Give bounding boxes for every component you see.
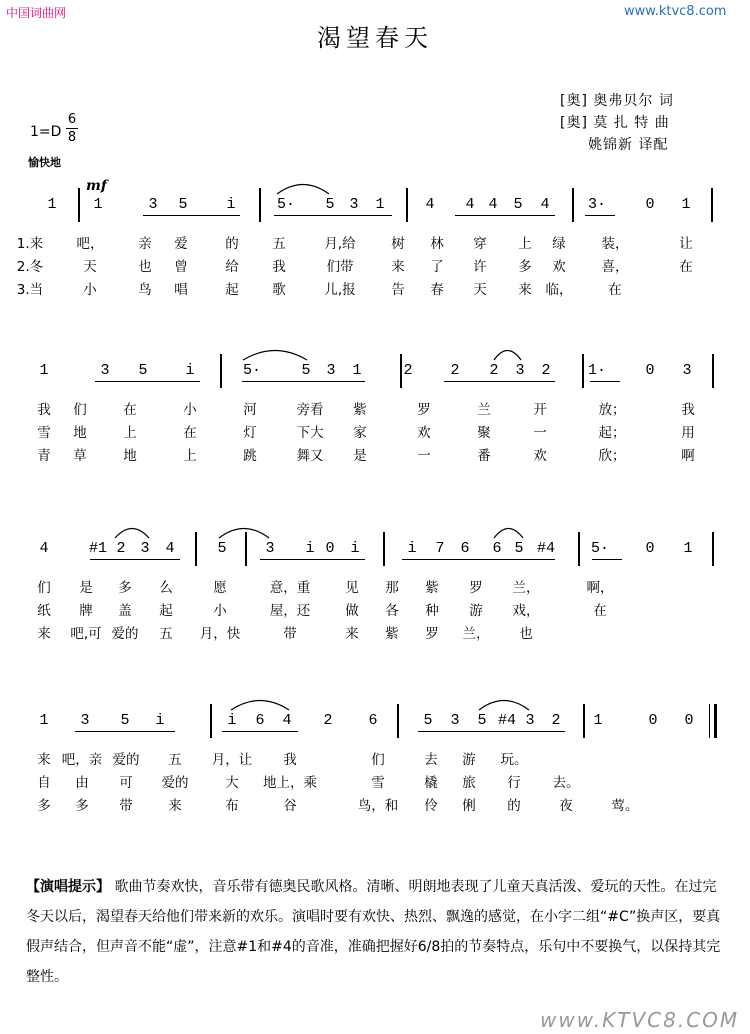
lyric-syllable: 五 — [159, 626, 173, 642]
lyric-syllable: 罗 — [425, 626, 439, 642]
lyric-syllable: 的 — [507, 798, 521, 814]
note: 1 — [93, 196, 103, 213]
lyric-syllable: 在 — [183, 425, 197, 441]
lyric-syllable: 玩。 — [500, 752, 528, 768]
note: 3 — [349, 196, 359, 213]
lyric-syllable: 月,给 — [324, 236, 356, 252]
note: 3 — [450, 712, 460, 729]
note: 5 — [514, 540, 524, 557]
lyric-syllable: 林 — [430, 236, 444, 252]
slur — [493, 525, 524, 539]
note: 5· — [242, 362, 262, 379]
lyric-syllable: 做 — [345, 603, 359, 619]
lyric-syllable: 河 — [243, 402, 257, 418]
lyric-syllable: 夜 — [559, 798, 573, 814]
lyric-syllable: 聚 — [477, 425, 491, 441]
note: 4 — [282, 712, 292, 729]
note: 0 — [645, 362, 655, 379]
lyric-syllable: 穿 — [473, 236, 487, 252]
lyric-syllable: 莺。 — [611, 798, 639, 814]
lyric-syllable: 来 — [168, 798, 182, 814]
time-signature-top: 6 — [67, 112, 77, 127]
note: 1 — [681, 196, 691, 213]
lyric-syllable: 谷 — [283, 798, 297, 814]
lyric-syllable: 牌 — [79, 603, 93, 619]
lyric-syllable: 们 — [37, 580, 51, 596]
slur — [218, 525, 270, 539]
note: 2 — [116, 540, 126, 557]
lyric-syllable: 歌 — [272, 282, 286, 298]
lyric-syllable: 也 — [519, 626, 533, 642]
lyric-syllable: 爱的 — [111, 626, 139, 642]
note: 5· — [276, 196, 296, 213]
beam-underline — [455, 215, 555, 216]
beam-underline — [143, 215, 240, 216]
note: 4 — [540, 196, 550, 213]
lyric-syllable: 爱的 — [112, 752, 140, 768]
lyric-syllable: 游 — [462, 752, 476, 768]
lyric-syllable: 2.冬 — [16, 259, 44, 275]
note: 6 — [460, 540, 470, 557]
lyric-syllable: 家 — [353, 425, 367, 441]
site-watermark-left: 中国词曲网 — [6, 6, 67, 20]
note: 6 — [368, 712, 378, 729]
note: 3 — [100, 362, 110, 379]
barline — [397, 704, 399, 738]
slur — [230, 697, 290, 711]
lyric-syllable: 们 — [371, 752, 385, 768]
lyric-syllable: 起 — [225, 282, 239, 298]
lyric-syllable: 屋，还 — [269, 603, 311, 619]
lyric-syllable: 紫 — [353, 402, 367, 418]
note: 3 — [326, 362, 336, 379]
note: 0 — [648, 712, 658, 729]
lyric-syllable: 舞又 — [296, 448, 324, 464]
lyric-syllable: 自 — [37, 775, 51, 791]
tempo-marking: 愉快地 — [28, 156, 61, 169]
lyric-syllable: 见 — [345, 580, 359, 596]
lyric-syllable: 的 — [225, 236, 239, 252]
note: 5 — [138, 362, 148, 379]
barline — [400, 354, 402, 388]
barline — [712, 354, 714, 388]
barline — [220, 354, 222, 388]
lyric-syllable: 带 — [119, 798, 133, 814]
lyric-syllable: 临， — [545, 282, 573, 298]
note: i — [227, 712, 237, 729]
lyric-syllable: 五 — [168, 752, 182, 768]
lyric-syllable: 许 — [473, 259, 487, 275]
lyric-syllable: 吧， — [76, 236, 104, 252]
lyric-syllable: 欣； — [598, 448, 626, 464]
lyric-syllable: 在 — [608, 282, 622, 298]
time-signature-bar — [66, 128, 78, 129]
barline — [210, 704, 212, 738]
lyric-syllable: 么 — [159, 580, 173, 596]
note: 5 — [217, 540, 227, 557]
note: #4 — [536, 540, 556, 557]
lyric-syllable: 鸟 — [138, 282, 152, 298]
note: 0 — [645, 196, 655, 213]
lyric-syllable: 上 — [123, 425, 137, 441]
tips-label: 【演唱提示】 — [26, 879, 110, 895]
note: 0 — [645, 540, 655, 557]
lyric-syllable: 跳 — [243, 448, 257, 464]
lyric-syllable: 小 — [213, 603, 227, 619]
lyric-syllable: 曾 — [174, 259, 188, 275]
composer-credit: [奥] 莫 扎 特 曲 — [560, 115, 670, 131]
lyric-syllable: 3.当 — [16, 282, 44, 298]
note: 7 — [435, 540, 445, 557]
lyric-syllable: 是 — [79, 580, 93, 596]
barline — [78, 188, 80, 222]
tips-text: 歌曲节奏欢快，音乐带有德奥民歌风格。清晰、明朗地表现了儿童天真活泼、爱玩的天性。在过完冬天以后，渴望春天给他们带来新的欢乐。演唱时要有欢快、热烈、飘逸的感觉，在小字二组“#C”换声区，要真假声结合，但声音不能“虚”，注意#1和#4的音准，准确把握好6/8拍的节奏特点，乐句中不要换气，以保持其完整性。 — [26, 879, 721, 985]
note: 1 — [47, 196, 57, 213]
note: 4 — [488, 196, 498, 213]
lyric-syllable: 兰， — [462, 626, 490, 642]
lyric-syllable: 种 — [425, 603, 439, 619]
lyric-syllable: 爱的 — [161, 775, 189, 791]
barline — [578, 532, 580, 566]
lyric-syllable: 下大 — [296, 425, 324, 441]
barline — [712, 532, 714, 566]
beam-underline — [585, 215, 615, 216]
dynamic-marking: mf — [86, 178, 107, 194]
footer-watermark: www.KTVC8.COM — [540, 1008, 740, 1032]
lyric-syllable: 带 — [283, 626, 297, 642]
slur — [114, 525, 150, 539]
barline — [259, 188, 261, 222]
beam-underline — [222, 731, 298, 732]
lyric-syllable: 起 — [159, 603, 173, 619]
lyric-syllable: 我 — [681, 402, 695, 418]
slur — [242, 347, 308, 361]
barline — [583, 704, 585, 738]
note: 5 — [120, 712, 130, 729]
lyric-syllable: 布 — [225, 798, 239, 814]
note: 2 — [489, 362, 499, 379]
lyric-syllable: 游 — [469, 603, 483, 619]
lyric-syllable: 兰 — [477, 402, 491, 418]
note: i — [155, 712, 165, 729]
note: 5 — [301, 362, 311, 379]
note: 5 — [423, 712, 433, 729]
lyric-syllable: 鸟，和 — [357, 798, 399, 814]
note: 3 — [265, 540, 275, 557]
note: #4 — [497, 712, 517, 729]
lyric-syllable: 一 — [533, 425, 547, 441]
lyric-syllable: 了 — [430, 259, 444, 275]
note: 0 — [325, 540, 335, 557]
note: 0 — [684, 712, 694, 729]
note: 5 — [513, 196, 523, 213]
note: 6 — [492, 540, 502, 557]
lyric-syllable: 多 — [75, 798, 89, 814]
lyric-syllable: 也 — [138, 259, 152, 275]
note: 1 — [39, 362, 49, 379]
note: 1 — [593, 712, 603, 729]
lyric-syllable: 绿 — [552, 236, 566, 252]
note: 4 — [425, 196, 435, 213]
lyric-syllable: 在 — [679, 259, 693, 275]
note: 5 — [178, 196, 188, 213]
lyric-syllable: 多 — [37, 798, 51, 814]
lyric-syllable: 欢 — [552, 259, 566, 275]
beam-underline — [274, 215, 392, 216]
note: 2 — [323, 712, 333, 729]
note: i — [407, 540, 417, 557]
lyric-syllable: 来 — [518, 282, 532, 298]
lyric-syllable: 我 — [272, 259, 286, 275]
lyric-syllable: 在 — [123, 402, 137, 418]
note: 3 — [140, 540, 150, 557]
lyric-syllable: 吧,可 — [70, 626, 102, 642]
lyric-syllable: 是 — [353, 448, 367, 464]
site-watermark-right: www.ktvc8.com — [624, 4, 727, 19]
note: i — [350, 540, 360, 557]
lyric-syllable: 在 — [593, 603, 607, 619]
note: #1 — [88, 540, 108, 557]
note: 5 — [477, 712, 487, 729]
lyric-syllable: 地 — [73, 425, 87, 441]
lyric-syllable: 我 — [37, 402, 51, 418]
lyric-syllable: 啊 — [681, 448, 695, 464]
lyric-syllable: 小 — [83, 282, 97, 298]
note: 6 — [255, 712, 265, 729]
lyric-syllable: 行 — [507, 775, 521, 791]
note: 1 — [683, 540, 693, 557]
lyric-syllable: 意，重 — [269, 580, 311, 596]
barline — [572, 188, 574, 222]
lyric-syllable: 天 — [83, 259, 97, 275]
lyric-syllable: 来 — [37, 752, 51, 768]
lyric-syllable: 青 — [37, 448, 51, 464]
note: 5 — [325, 196, 335, 213]
barline — [406, 188, 408, 222]
lyric-syllable: 地 — [123, 448, 137, 464]
lyric-syllable: 番 — [477, 448, 491, 464]
lyric-syllable: 五 — [272, 236, 286, 252]
note: i — [305, 540, 315, 557]
lyric-syllable: 雪 — [371, 775, 385, 791]
lyric-syllable: 灯 — [243, 425, 257, 441]
key-signature: 1=D — [30, 124, 62, 140]
lyric-syllable: 地上，乘 — [263, 775, 317, 791]
barline — [711, 188, 713, 222]
lyric-syllable: 春 — [430, 282, 444, 298]
lyric-syllable: 旅 — [462, 775, 476, 791]
lyric-syllable: 兰， — [512, 580, 540, 596]
beam-underline — [95, 381, 200, 382]
barline — [383, 532, 385, 566]
lyric-syllable: 可 — [119, 775, 133, 791]
note: 3 — [148, 196, 158, 213]
note: 2 — [541, 362, 551, 379]
lyric-syllable: 多 — [118, 580, 132, 596]
beam-underline — [592, 559, 622, 560]
lyric-syllable: 告 — [391, 282, 405, 298]
lyric-syllable: 愿 — [213, 580, 227, 596]
note: 3 — [525, 712, 535, 729]
lyric-syllable: 来 — [37, 626, 51, 642]
barline — [582, 354, 584, 388]
lyric-syllable: 唱 — [174, 282, 188, 298]
lyric-syllable: 紫 — [425, 580, 439, 596]
lyric-syllable: 给 — [225, 259, 239, 275]
note: 3 — [515, 362, 525, 379]
beam-underline — [242, 381, 365, 382]
lyric-syllable: 那 — [385, 580, 399, 596]
note: 1 — [375, 196, 385, 213]
lyric-syllable: 欢 — [533, 448, 547, 464]
lyric-syllable: 开 — [533, 402, 547, 418]
note: 2 — [551, 712, 561, 729]
lyric-syllable: 罗 — [469, 580, 483, 596]
lyric-syllable: 欢 — [417, 425, 431, 441]
beam-underline — [590, 381, 620, 382]
translator-credit: 姚锦新 译配 — [588, 137, 669, 153]
lyric-syllable: 来 — [391, 259, 405, 275]
lyric-syllable: 放； — [598, 402, 626, 418]
beam-underline — [260, 559, 365, 560]
lyric-syllable: 亲 — [138, 236, 152, 252]
beam-underline — [402, 559, 555, 560]
lyric-syllable: 俐 — [462, 798, 476, 814]
lyric-syllable: 月，快 — [199, 626, 241, 642]
lyric-syllable: 去 — [424, 752, 438, 768]
lyric-syllable: 盖 — [118, 603, 132, 619]
lyric-syllable: 喜， — [601, 259, 629, 275]
note: 1· — [587, 362, 607, 379]
lyric-syllable: 用 — [681, 425, 695, 441]
note: 5· — [590, 540, 610, 557]
lyric-syllable: 戏， — [512, 603, 540, 619]
lyric-syllable: 伶 — [424, 798, 438, 814]
lyric-syllable: 我 — [283, 752, 297, 768]
lyric-syllable: 旁看 — [296, 402, 324, 418]
lyric-syllable: 装， — [601, 236, 629, 252]
lyric-syllable: 草 — [73, 448, 87, 464]
lyric-syllable: 上 — [518, 236, 532, 252]
lyric-syllable: 上 — [183, 448, 197, 464]
slur — [478, 697, 530, 711]
lyric-syllable: 天 — [473, 282, 487, 298]
note: 2 — [450, 362, 460, 379]
note: 4 — [465, 196, 475, 213]
barline — [714, 704, 717, 738]
lyric-syllable: 一 — [417, 448, 431, 464]
lyric-syllable: 来 — [345, 626, 359, 642]
lyric-syllable: 儿,报 — [324, 282, 356, 298]
time-signature — [66, 112, 78, 145]
beam-underline — [75, 731, 175, 732]
beam-underline — [90, 559, 180, 560]
lyric-syllable: 多 — [518, 259, 532, 275]
lyricist-credit: [奥] 奥弗贝尔 词 — [560, 93, 674, 109]
lyric-syllable: 让 — [679, 236, 693, 252]
lyric-syllable: 爱 — [174, 236, 188, 252]
beam-underline — [444, 381, 555, 382]
lyric-syllable: 树 — [391, 236, 405, 252]
lyric-syllable: 橇 — [424, 775, 438, 791]
barline-thin — [709, 704, 710, 738]
note: 2 — [403, 362, 413, 379]
lyric-syllable: 起； — [598, 425, 626, 441]
lyric-syllable: 啊， — [586, 580, 614, 596]
barline — [195, 532, 197, 566]
lyric-syllable: 紫 — [385, 626, 399, 642]
lyric-syllable: 大 — [225, 775, 239, 791]
singing-tips — [26, 872, 726, 992]
lyric-syllable: 月，让 — [211, 752, 253, 768]
lyric-syllable: 罗 — [417, 402, 431, 418]
lyric-syllable: 吧，亲 — [61, 752, 103, 768]
slur — [276, 181, 330, 195]
note: 1 — [39, 712, 49, 729]
note: 3· — [587, 196, 607, 213]
lyric-syllable: 们带 — [326, 259, 354, 275]
note: 3 — [682, 362, 692, 379]
lyric-syllable: 去。 — [552, 775, 580, 791]
lyric-syllable: 由 — [75, 775, 89, 791]
lyric-syllable: 小 — [183, 402, 197, 418]
lyric-syllable: 雪 — [37, 425, 51, 441]
note: 4 — [39, 540, 49, 557]
slur — [493, 347, 522, 361]
note: i — [185, 362, 195, 379]
note: i — [226, 196, 236, 213]
lyric-syllable: 纸 — [37, 603, 51, 619]
lyric-syllable: 1.来 — [16, 236, 44, 252]
note: 4 — [165, 540, 175, 557]
lyric-syllable: 们 — [73, 402, 87, 418]
song-title: 渴望春天 — [317, 24, 433, 52]
time-signature-bottom: 8 — [67, 130, 77, 145]
note: 3 — [80, 712, 90, 729]
note: 1 — [352, 362, 362, 379]
beam-underline — [418, 731, 565, 732]
lyric-syllable: 各 — [385, 603, 399, 619]
